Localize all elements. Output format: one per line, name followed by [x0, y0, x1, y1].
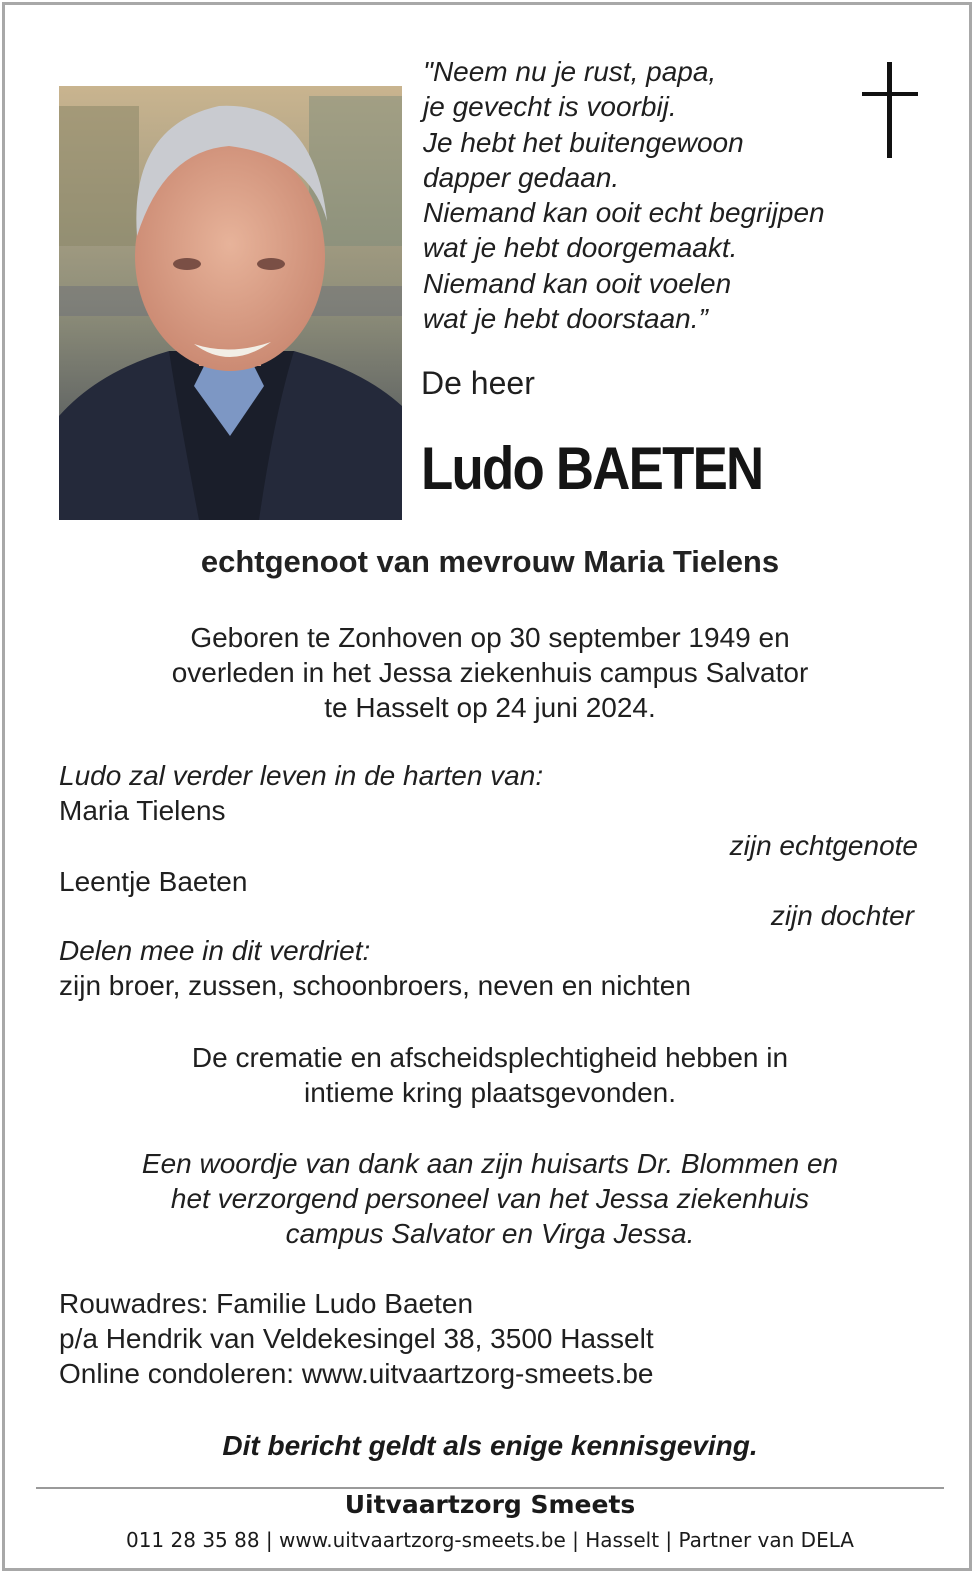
- thanks-line: het verzorgend personeel van het Jessa ziekenhuis: [170, 1183, 810, 1214]
- thanks-line: Een woordje van dank aan zijn huisarts Dr. Blommen en: [141, 1148, 839, 1179]
- quote-line: wat je hebt doorstaan.”: [423, 303, 708, 335]
- address-street: p/a Hendrik van Veldekesingel 38, 3500 Hasselt: [59, 1323, 654, 1354]
- salutation: De heer: [421, 365, 535, 401]
- deceased-name: Ludo BAETEN: [421, 435, 763, 502]
- online-condolence: Online condoleren: www.uitvaartzorg-smeets.be: [59, 1358, 654, 1389]
- shared-intro: Delen mee in dit verdriet:: [59, 935, 371, 966]
- birth-death-info: [0, 620, 980, 725]
- quote-line: dapper gedaan.: [423, 161, 620, 193]
- quote-line: "Neem nu je rust, papa,: [423, 56, 717, 87]
- ceremony-info: [0, 1040, 980, 1110]
- cross-icon: [862, 62, 918, 158]
- quote-line: je gevecht is voorbij.: [423, 91, 677, 123]
- quote-line: Niemand kan ooit voelen: [423, 267, 732, 299]
- info-line: Geboren te Zonhoven op 30 september 1949 en: [190, 622, 790, 653]
- portrait-photo: [59, 86, 402, 520]
- thanks-note: [0, 1146, 980, 1251]
- spouse-line: echtgenoot van mevrouw Maria Tielens: [200, 544, 780, 579]
- survivor-relation: zijn dochter: [770, 900, 914, 931]
- survivor-name: Leentje Baeten: [59, 866, 248, 897]
- survivor-relation: zijn echtgenote: [729, 830, 918, 861]
- company-contact: 011 28 35 88 | www.uitvaartzorg-smeets.be | Hasselt | Partner van DELA: [125, 1528, 854, 1552]
- notice-statement: Dit bericht geldt als enige kennisgeving.: [222, 1430, 758, 1461]
- quote-line: wat je hebt doorgemaakt.: [423, 232, 738, 264]
- survivors-intro: Ludo zal verder leven in de harten van:: [59, 760, 544, 791]
- quote-line: Je hebt het buitengewoon: [423, 126, 744, 158]
- funeral-company: Uitvaartzorg Smeets: [344, 1490, 636, 1519]
- survivor-name: Maria Tielens: [59, 795, 226, 826]
- quote-line: Niemand kan ooit echt begrijpen: [423, 197, 825, 229]
- footer-divider: [36, 1487, 944, 1489]
- info-line: overleden in het Jessa ziekenhuis campus Salvator: [171, 657, 809, 688]
- mourning-address: Rouwadres: Familie Ludo Baeten: [59, 1288, 474, 1319]
- ceremony-line: intieme kring plaatsgevonden.: [303, 1077, 676, 1108]
- shared-mourners: zijn broer, zussen, schoonbroers, neven en nichten: [59, 970, 691, 1001]
- thanks-line: campus Salvator en Virga Jessa.: [285, 1218, 695, 1249]
- memorial-quote: [423, 54, 825, 336]
- ceremony-line: De crematie en afscheidsplechtigheid hebben in: [191, 1042, 789, 1073]
- info-line: te Hasselt op 24 juni 2024.: [324, 692, 656, 723]
